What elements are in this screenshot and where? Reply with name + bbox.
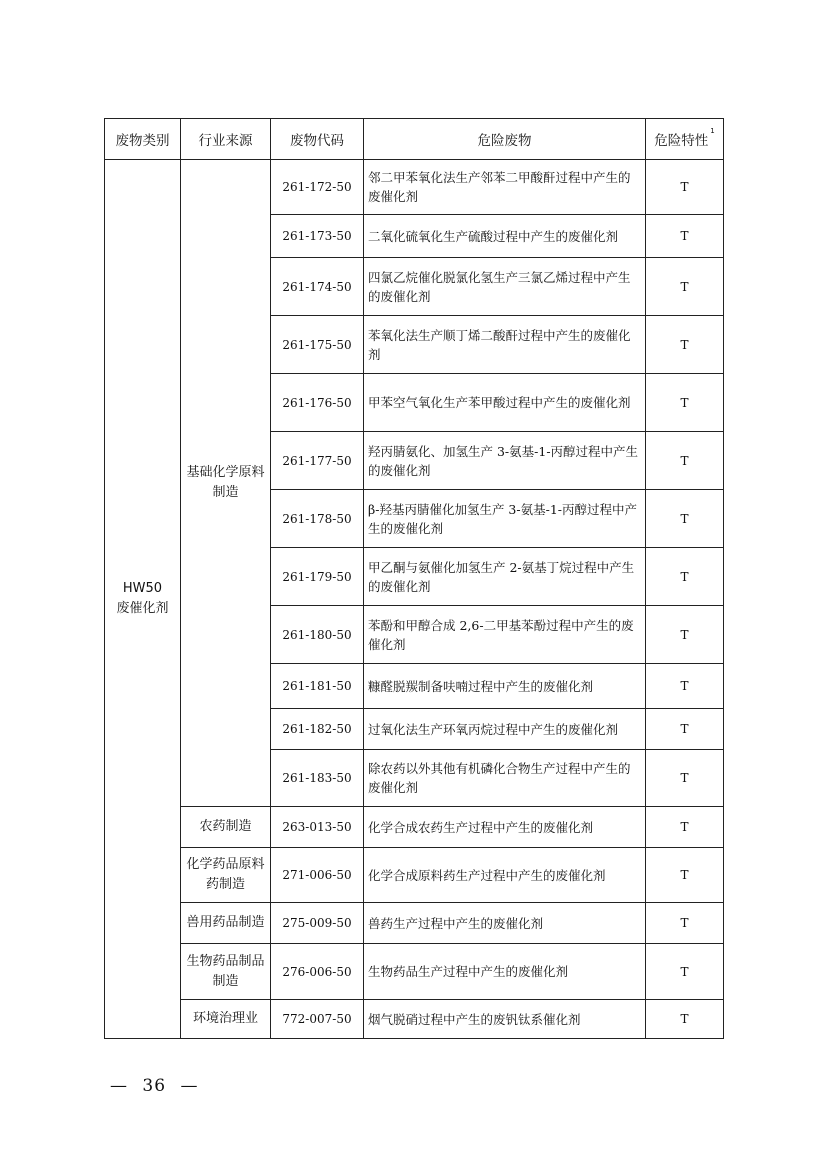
waste-code: 261-178-50 <box>271 490 364 548</box>
waste-code: 261-181-50 <box>271 664 364 709</box>
waste-description: 苯酚和甲醇合成 2,6-二甲基苯酚过程中产生的废催化剂 <box>364 606 646 664</box>
hazard-value: T <box>646 903 724 944</box>
category-cell <box>105 160 181 1039</box>
table-row <box>105 807 724 848</box>
waste-description: 邻二甲苯氧化法生产邻苯二甲酸酐过程中产生的废催化剂 <box>364 160 646 215</box>
table-row <box>105 848 724 903</box>
footer-dash-right: — <box>180 1076 199 1096</box>
header-category: 废物类别 <box>105 119 181 160</box>
hazard-value: T <box>646 258 724 316</box>
waste-description: 二氧化硫氧化生产硫酸过程中产生的废催化剂 <box>364 215 646 258</box>
source-cell: 生物药品制品制造 <box>181 944 271 1000</box>
waste-code: 261-182-50 <box>271 709 364 750</box>
hazard-value: T <box>646 1000 724 1039</box>
hazard-value: T <box>646 807 724 848</box>
waste-code: 261-176-50 <box>271 374 364 432</box>
waste-code: 261-183-50 <box>271 750 364 807</box>
category-name: 废催化剂 <box>116 601 169 616</box>
waste-description: 化学合成农药生产过程中产生的废催化剂 <box>364 807 646 848</box>
hazard-value: T <box>646 709 724 750</box>
hazard-value: T <box>646 490 724 548</box>
category-code: HW50 <box>122 581 163 596</box>
hazard-value: T <box>646 316 724 374</box>
source-cell: 农药制造 <box>181 807 271 848</box>
hazard-value: T <box>646 432 724 490</box>
waste-description: 除农药以外其他有机磷化合物生产过程中产生的废催化剂 <box>364 750 646 807</box>
waste-code: 275-009-50 <box>271 903 364 944</box>
waste-description: 甲乙酮与氨催化加氢生产 2-氨基丁烷过程中产生的废催化剂 <box>364 548 646 606</box>
waste-code: 261-172-50 <box>271 160 364 215</box>
waste-code: 261-179-50 <box>271 548 364 606</box>
waste-description: 过氧化法生产环氧丙烷过程中产生的废催化剂 <box>364 709 646 750</box>
source-cell: 化学药品原料药制造 <box>181 848 271 903</box>
waste-code: 261-175-50 <box>271 316 364 374</box>
page-number: 36 <box>142 1076 167 1096</box>
page-footer <box>110 1076 198 1096</box>
waste-code: 261-180-50 <box>271 606 364 664</box>
waste-code: 261-177-50 <box>271 432 364 490</box>
waste-description: 烟气脱硝过程中产生的废钒钛系催化剂 <box>364 1000 646 1039</box>
footer-dash-left: — <box>110 1076 128 1096</box>
hazard-value: T <box>646 374 724 432</box>
waste-code: 261-173-50 <box>271 215 364 258</box>
source-cell: 基础化学原料制造 <box>181 160 271 807</box>
header-waste: 危险废物 <box>364 119 646 160</box>
hazard-value: T <box>646 848 724 903</box>
waste-description: 羟丙腈氨化、加氢生产 3-氨基-1-丙醇过程中产生的废催化剂 <box>364 432 646 490</box>
source-cell: 环境治理业 <box>181 1000 271 1039</box>
waste-description: 生物药品生产过程中产生的废催化剂 <box>364 944 646 1000</box>
header-source: 行业来源 <box>181 119 271 160</box>
waste-description: 甲苯空气氧化生产苯甲酸过程中产生的废催化剂 <box>364 374 646 432</box>
waste-code: 263-013-50 <box>271 807 364 848</box>
table-row <box>105 1000 724 1039</box>
waste-description: 兽药生产过程中产生的废催化剂 <box>364 903 646 944</box>
waste-description: 苯氧化法生产顺丁烯二酸酐过程中产生的废催化剂 <box>364 316 646 374</box>
hazard-value: T <box>646 944 724 1000</box>
waste-code: 276-006-50 <box>271 944 364 1000</box>
hazard-value: T <box>646 215 724 258</box>
waste-code: 772-007-50 <box>271 1000 364 1039</box>
hazard-value: T <box>646 750 724 807</box>
hazard-value: T <box>646 548 724 606</box>
hazard-value: T <box>646 606 724 664</box>
waste-code: 271-006-50 <box>271 848 364 903</box>
waste-description: 糠醛脱羰制备呋喃过程中产生的废催化剂 <box>364 664 646 709</box>
hazard-value: T <box>646 160 724 215</box>
waste-code: 261-174-50 <box>271 258 364 316</box>
waste-description: 化学合成原料药生产过程中产生的废催化剂 <box>364 848 646 903</box>
source-cell: 兽用药品制造 <box>181 903 271 944</box>
waste-description: 四氯乙烷催化脱氯化氢生产三氯乙烯过程中产生的废催化剂 <box>364 258 646 316</box>
table-row <box>105 903 724 944</box>
header-hazard <box>646 119 724 160</box>
header-hazard-footnote: 1 <box>710 127 715 135</box>
waste-description: β-羟基丙腈催化加氢生产 3-氨基-1-丙醇过程中产生的废催化剂 <box>364 490 646 548</box>
hazard-value: T <box>646 664 724 709</box>
header-code: 废物代码 <box>271 119 364 160</box>
table-row <box>105 160 724 215</box>
hazardous-waste-table <box>104 118 724 1039</box>
table-header-row <box>105 119 724 160</box>
table-row <box>105 944 724 1000</box>
header-hazard-label: 危险特性 <box>654 133 709 149</box>
